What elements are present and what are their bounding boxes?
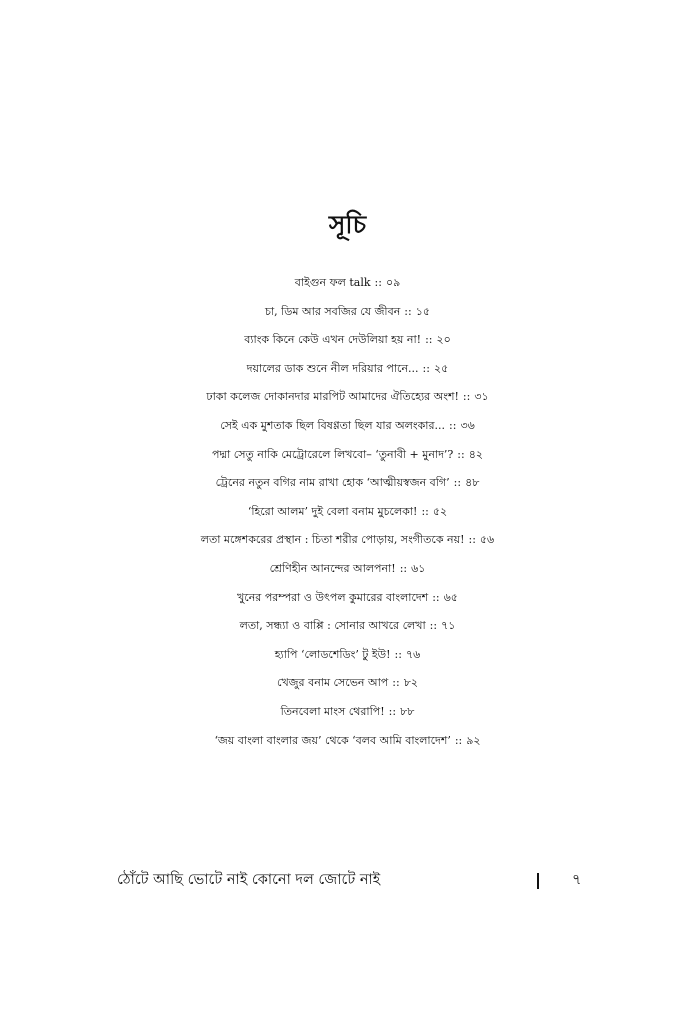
table-of-contents — [0, 269, 695, 755]
toc-separator: :: — [453, 476, 462, 490]
toc-entry — [0, 526, 695, 555]
toc-entry-page: ৬১ — [411, 561, 426, 575]
toc-separator: :: — [421, 504, 429, 518]
toc-entry-page: ৩১ — [474, 390, 489, 404]
toc-entry — [0, 355, 695, 384]
toc-entry — [0, 498, 695, 527]
toc-separator: :: — [422, 361, 430, 375]
toc-entry-title: ব্যাংক কিনে কেউ এখন দেউলিয়া হয় না! — [244, 333, 422, 347]
toc-separator: :: — [388, 704, 397, 718]
toc-entry — [0, 669, 695, 698]
toc-entry-page: ২০ — [436, 333, 451, 347]
page-number: ৭ — [572, 872, 582, 888]
toc-separator: :: — [462, 390, 471, 404]
toc-entry-title: চা, ডিম আর সবজির যে জীবন — [265, 304, 401, 318]
toc-entry — [0, 383, 695, 412]
toc-entry-title: ‘হিরো আলম’ দুই বেলা বনাম মুচলেকা! — [247, 504, 418, 518]
toc-entry-page: ৪২ — [468, 447, 483, 461]
toc-entry-title: বাইগুন ফল talk — [294, 276, 371, 289]
toc-separator: :: — [404, 304, 412, 318]
toc-separator: :: — [454, 733, 463, 747]
toc-separator: :: — [374, 276, 382, 289]
toc-separator: :: — [399, 561, 408, 575]
toc-entry — [0, 412, 695, 441]
toc-entry-title: খুনের পরম্পরা ও উৎপল কুমারের বাংলাদেশ — [237, 590, 429, 604]
toc-entry — [0, 584, 695, 613]
toc-entry-page: ৮৮ — [400, 704, 415, 718]
toc-entry-page: ৫৬ — [479, 533, 495, 547]
toc-entry — [0, 269, 695, 298]
toc-separator: :: — [394, 647, 402, 661]
toc-separator: :: — [392, 676, 400, 690]
toc-entry-title: হ্যাপি ‘লোডশেডিং’ টু ইউ! — [274, 647, 391, 661]
toc-entry-title: সেই এক মুশতাক ছিল বিষণ্ণতা ছিল যার অলংকার... — [220, 418, 446, 432]
toc-entry-page: ৩৬ — [460, 418, 475, 432]
toc-entry-title: ‘জয় বাংলা বাংলার জয়’ থেকে ‘বলব আমি বাংলাদেশ’ — [214, 733, 451, 747]
footer-divider — [537, 873, 539, 889]
toc-entry-page: ৯২ — [466, 733, 481, 747]
toc-entry-title: লতা, সন্ধ্যা ও বাপ্পি : সোনার আখরে লেখা — [239, 619, 426, 633]
toc-entry — [0, 727, 695, 756]
toc-entry-title: লতা মঙ্গেশকরের প্রস্থান : চিতা শরীর পোড়ায়, সংগীতকে নয়! — [200, 533, 465, 547]
page-title: সূচি — [328, 210, 367, 239]
toc-separator: :: — [429, 619, 438, 633]
toc-entry-title: ট্রেনের নতুন বগির নাম রাখা হোক ‘আত্মীয়স্বজন বগি’ — [215, 476, 450, 490]
toc-entry — [0, 612, 695, 641]
toc-entry-page: ৫২ — [432, 504, 448, 518]
toc-entry-title: পদ্মা সেতু নাকি মেট্রোরেলে লিখবো– ‘তুনাবী + মুনাদ’? — [211, 447, 454, 461]
toc-separator: :: — [449, 418, 457, 432]
toc-separator: :: — [425, 333, 433, 347]
toc-entry-title: খেজুর বনাম সেভেন আপ — [277, 676, 389, 690]
toc-entry-title: শ্রেণিহীন আনন্দের আলপনা! — [269, 561, 396, 575]
toc-separator: :: — [468, 533, 476, 547]
toc-entry-page: ৭৬ — [405, 647, 421, 661]
toc-entry — [0, 326, 695, 355]
running-footer-book-title: ঠোঁটে আছি ভোটে নাই কোনো দল জোটে নাই — [117, 872, 381, 888]
toc-entry — [0, 298, 695, 327]
toc-entry-page: ১৫ — [415, 304, 430, 318]
toc-separator: :: — [457, 447, 465, 461]
toc-entry — [0, 469, 695, 498]
toc-entry-title: দয়ালের ডাক শুনে নীল দরিয়ার পানে... — [246, 361, 419, 375]
toc-entry-title: তিনবেলা মাংস থেরাপি! — [280, 704, 385, 718]
toc-entry-page: ৬৫ — [443, 590, 458, 604]
toc-entry-page: ৮২ — [403, 676, 418, 690]
toc-entry — [0, 441, 695, 470]
toc-separator: :: — [432, 590, 440, 604]
toc-entry — [0, 698, 695, 727]
toc-entry-page: ৪৮ — [465, 476, 480, 490]
toc-entry — [0, 641, 695, 670]
toc-entry-title: ঢাকা কলেজ দোকানদার মারপিট আমাদের ঐতিহ্যের অংশ! — [206, 390, 459, 404]
toc-entry — [0, 555, 695, 584]
toc-entry-page: ৭১ — [441, 619, 456, 633]
toc-entry-page: ২৫ — [433, 361, 449, 375]
toc-entry-page: ০৯ — [385, 276, 401, 289]
